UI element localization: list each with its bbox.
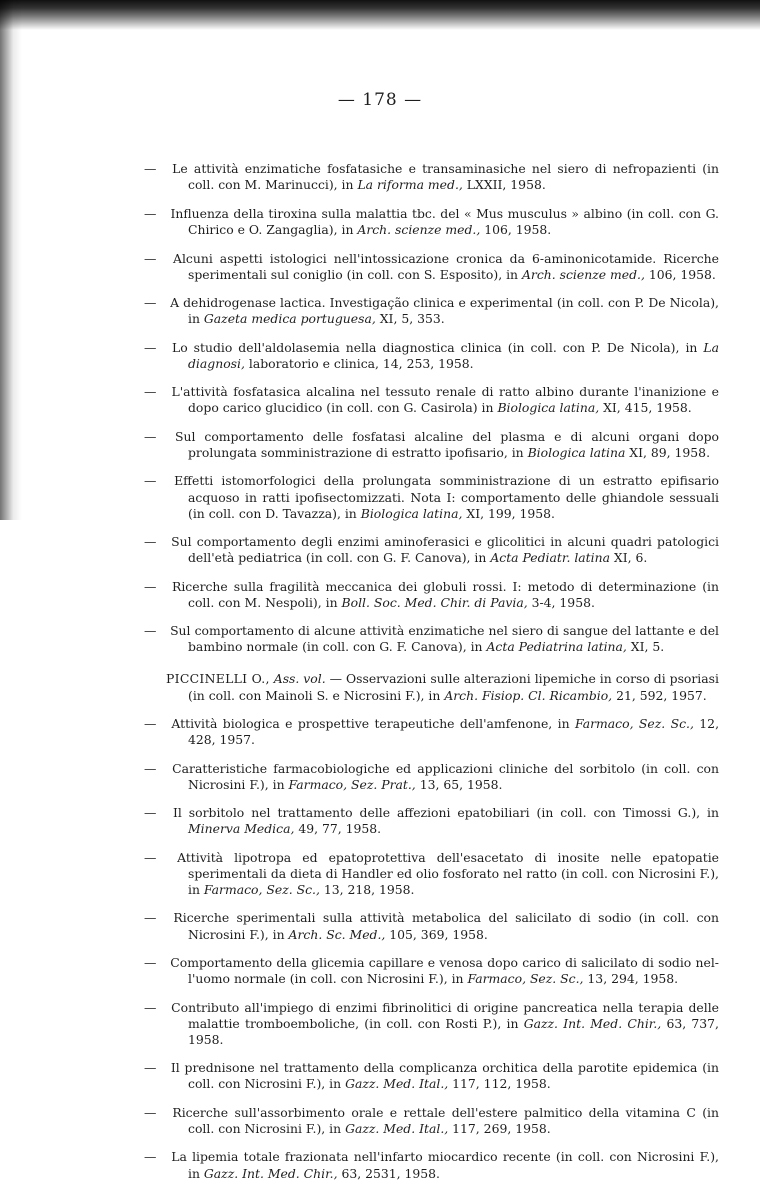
bibliography-entry: — Lo studio dell'aldolasemia nella diagnostica clinica (in coll. con P. De Nicola), in La diagnosi, laboratorio e clinica, 14, 253, 1958. — [144, 339, 719, 371]
author-entry: PICCINELLI O., Ass. vol. — Osservazioni sulle alterazioni lipemiche in corso di psoriasi (in coll. con Mainoli S. e Nicrosini F.), in Arch. Fisiop. Cl. Ricambio, 21, 592, 1957. — [166, 671, 719, 703]
author-role: Ass. vol. — [273, 671, 326, 687]
bibliography-entry: — Le attività enzimatiche fosfatasiche e transaminasiche nel siero di nefropazienti (in coll. con M. Marinucci), in La riforma med., LXXII, 1958. — [144, 161, 719, 193]
bibliography-section-2 — [144, 671, 720, 1181]
bibliography-entry: — L'attività fosfatasica alcalina nel tessuto renale di ratto albino durante l'inanizione e dopo carico glucidico (in coll. con G. Casirola) in Biologica latina, XI, 415, 1958. — [144, 384, 719, 416]
scan-shadow-left — [0, 0, 22, 520]
bibliography-entry: — Ricerche sulla fragilità meccanica dei globuli rossi. I: metodo di determinazione (in coll. con M. Nespoli), in Boll. Soc. Med. Chir. di Pavia, 3-4, 1958. — [144, 578, 719, 610]
bibliography-entry: — Sul comportamento delle fosfatasi alcaline del plasma e di alcuni organi dopo prolungata somministrazione di estratto ipofisario, in Biologica latina XI, 89, 1958. — [144, 428, 719, 460]
bibliography-section-1 — [144, 161, 719, 655]
bibliography — [144, 149, 720, 1194]
bibliography-entry: — Influenza della tiroxina sulla malattia tbc. del « Mus musculus » albino (in coll. con G. Chirico e O. Zangaglia), in Arch. scienze med., 106, 1958. — [144, 205, 719, 238]
bibliography-entry: — Attività biologica e prospettive terapeutiche dell'amfenone, in Farmaco, Sez. Sc., 12, 428, 1957. — [144, 716, 720, 748]
bibliography-entry: — Attività lipotropa ed epatoprotettiva dell'esacetato di inosite nelle epatopatie sperimentali da dieta di Handler ed olio fosforato nel ratto (in coll. con Nicrosini F.), in Farmaco, Sez. Sc., 13, 218, 1958. — [144, 849, 719, 897]
bibliography-entry: — Alcuni aspetti istologici nell'intossicazione cronica da 6-aminonicotamide. Ricerche sperimentali sul coniglio (in coll. con S. Esposito), in Arch. scienze med., 106, 1958. — [144, 250, 719, 282]
bibliography-entry: — Sul comportamento di alcune attività enzimatiche nel siero di sangue del lattante e del bambino normale (in coll. con G. F. Canova), in Acta Pediatrina latina, XI, 5. — [144, 623, 719, 655]
author-name: PICCINELLI O., — [166, 671, 270, 687]
scan-shadow-top — [0, 0, 760, 30]
bibliography-entry: — Comportamento della glicemia capillare e venosa dopo carico di salicilato di sodio nel-l'uomo normale (in coll. con Nicrosini F.), in Farmaco, Sez. Sc., 13, 294, 1958. — [144, 955, 719, 987]
bibliography-entry: — La lipemia totale frazionata nell'infarto miocardico recente (in coll. con Nicrosini F.), in Gazz. Int. Med. Chir., 63, 2531, 1958. — [144, 1149, 719, 1181]
page-number: — 178 — — [337, 90, 423, 110]
bibliography-entry: — Contributo all'impiego di enzimi fibrinolitici di origine pancreatica nella terapia delle malattie tromboemboliche, (in coll. con Rosti P.), in Gazz. Int. Med. Chir., 63, 737, 1958. — [144, 999, 719, 1047]
bibliography-entry: — Ricerche sull'assorbimento orale e rettale dell'estere palmitico della vitamina C (in coll. con Nicrosini F.), in Gazz. Med. Ital., 117, 269, 1958. — [144, 1104, 719, 1136]
bibliography-entry: — Sul comportamento degli enzimi aminoferasici e glicolitici in alcuni quadri patologici dell'età pediatrica (in coll. con G. F. Canova), in Acta Pediatr. latina XI, 6. — [144, 534, 719, 566]
bibliography-entry: — Caratteristiche farmacobiologiche ed applicazioni cliniche del sorbitolo (in coll. con Nicrosini F.), in Farmaco, Sez. Prat., 13, 65, 1958. — [144, 760, 719, 792]
bibliography-entry: — Effetti istomorfologici della prolungata somministrazione di un estratto epifisario acquoso in ratti ipofisectomizzati. Nota I: comportamento delle ghiandole sessuali (in coll. con D. Tavazza), in Biologica latina, XI, 199, 1958. — [144, 473, 719, 521]
bibliography-entry: — Il prednisone nel trattamento della complicanza orchitica della parotite epidemica (in coll. con Nicrosini F.), in Gazz. Med. Ital., 117, 112, 1958. — [144, 1060, 719, 1092]
bibliography-entry: — Ricerche sperimentali sulla attività metabolica del salicilato di sodio (in coll. con Nicrosini F.), in Arch. Sc. Med., 105, 369, 1958. — [144, 910, 719, 942]
bibliography-entry: — Il sorbitolo nel trattamento delle affezioni epatobiliari (in coll. con Timossi G.), in Minerva Medica, 49, 77, 1958. — [144, 805, 719, 837]
bibliography-entry: — A dehidrogenase lactica. Investigação clinica e experimental (in coll. con P. De Nicola), in Gazeta medica portuguesa, XI, 5, 353. — [144, 295, 719, 327]
